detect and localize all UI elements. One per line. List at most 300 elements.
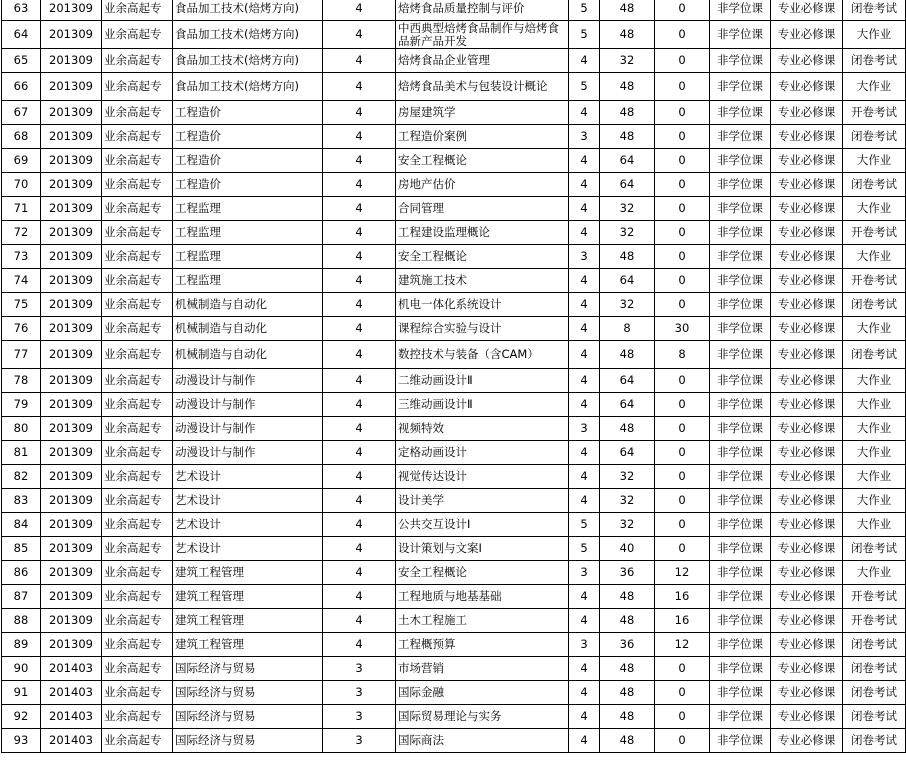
cell-course-name: 建筑施工技术	[396, 269, 569, 293]
cell-exam-method: 闭卷考试	[843, 537, 906, 561]
cell-exam-method: 闭卷考试	[843, 341, 906, 369]
cell-major: 艺术设计	[173, 513, 323, 537]
cell-experiment-hours: 16	[655, 609, 710, 633]
cell-course-type: 专业必修课	[771, 245, 843, 269]
cell-credit: 5	[569, 73, 600, 101]
cell-course-name: 焙烤食品质量控制与评价	[396, 0, 569, 21]
cell-credit: 4	[569, 341, 600, 369]
cell-hours: 48	[600, 417, 655, 441]
cell-course-type: 专业必修课	[771, 393, 843, 417]
table-row	[2, 125, 906, 149]
cell-major: 建筑工程管理	[173, 561, 323, 585]
cell-level: 业余高起专	[102, 417, 173, 441]
cell-years: 4	[323, 585, 396, 609]
cell-exam-method: 闭卷考试	[843, 681, 906, 705]
table-row	[2, 417, 906, 441]
cell-exam-method: 开卷考试	[843, 221, 906, 245]
cell-years: 4	[323, 341, 396, 369]
cell-exam-method: 大作业	[843, 513, 906, 537]
cell-course-type: 专业必修课	[771, 101, 843, 125]
cell-level: 业余高起专	[102, 489, 173, 513]
cell-term: 201403	[41, 705, 102, 729]
cell-years: 3	[323, 705, 396, 729]
cell-level: 业余高起专	[102, 561, 173, 585]
cell-hours: 48	[600, 245, 655, 269]
cell-credit: 4	[569, 441, 600, 465]
cell-term: 201309	[41, 173, 102, 197]
cell-term: 201309	[41, 21, 102, 49]
cell-course-name: 土木工程施工	[396, 609, 569, 633]
cell-course-name: 中西典型焙烤食品制作与焙烤食品新产品开发	[396, 21, 569, 49]
cell-hours: 64	[600, 369, 655, 393]
cell-years: 4	[323, 633, 396, 657]
cell-course-type: 专业必修课	[771, 585, 843, 609]
cell-course-name: 三维动画设计Ⅱ	[396, 393, 569, 417]
cell-experiment-hours: 0	[655, 441, 710, 465]
cell-seq-no: 72	[2, 221, 41, 245]
cell-hours: 48	[600, 125, 655, 149]
cell-level: 业余高起专	[102, 21, 173, 49]
table-row	[2, 705, 906, 729]
cell-course-name: 国际商法	[396, 729, 569, 753]
cell-course-type: 专业必修课	[771, 657, 843, 681]
cell-exam-method: 大作业	[843, 393, 906, 417]
cell-years: 3	[323, 681, 396, 705]
cell-course-name: 机电一体化系统设计	[396, 293, 569, 317]
cell-level: 业余高起专	[102, 317, 173, 341]
cell-course-type: 专业必修课	[771, 197, 843, 221]
cell-course-name: 国际金融	[396, 681, 569, 705]
table-row	[2, 73, 906, 101]
cell-experiment-hours: 8	[655, 341, 710, 369]
cell-exam-method: 大作业	[843, 489, 906, 513]
cell-course-type: 专业必修课	[771, 465, 843, 489]
cell-experiment-hours: 0	[655, 417, 710, 441]
cell-seq-no: 86	[2, 561, 41, 585]
cell-course-name: 视觉传达设计	[396, 465, 569, 489]
cell-level: 业余高起专	[102, 197, 173, 221]
cell-degree-course: 非学位课	[710, 269, 771, 293]
cell-major: 工程监理	[173, 197, 323, 221]
table-row	[2, 149, 906, 173]
cell-course-type: 专业必修课	[771, 125, 843, 149]
cell-credit: 4	[569, 729, 600, 753]
cell-degree-course: 非学位课	[710, 537, 771, 561]
cell-experiment-hours: 0	[655, 513, 710, 537]
cell-level: 业余高起专	[102, 705, 173, 729]
cell-years: 4	[323, 293, 396, 317]
cell-course-type: 专业必修课	[771, 705, 843, 729]
cell-experiment-hours: 30	[655, 317, 710, 341]
cell-degree-course: 非学位课	[710, 125, 771, 149]
cell-exam-method: 闭卷考试	[843, 633, 906, 657]
cell-credit: 3	[569, 125, 600, 149]
table-row	[2, 269, 906, 293]
cell-degree-course: 非学位课	[710, 101, 771, 125]
cell-credit: 5	[569, 537, 600, 561]
cell-major: 机械制造与自动化	[173, 317, 323, 341]
table-row	[2, 513, 906, 537]
cell-course-name: 工程概预算	[396, 633, 569, 657]
cell-credit: 3	[569, 561, 600, 585]
cell-course-name: 工程建设监理概论	[396, 221, 569, 245]
cell-term: 201403	[41, 729, 102, 753]
cell-major: 工程监理	[173, 221, 323, 245]
cell-hours: 48	[600, 657, 655, 681]
cell-hours: 32	[600, 293, 655, 317]
cell-years: 4	[323, 465, 396, 489]
cell-degree-course: 非学位课	[710, 729, 771, 753]
table-row	[2, 633, 906, 657]
cell-credit: 4	[569, 393, 600, 417]
cell-term: 201309	[41, 513, 102, 537]
cell-course-name: 工程地质与地基基础	[396, 585, 569, 609]
table-row	[2, 441, 906, 465]
cell-degree-course: 非学位课	[710, 417, 771, 441]
cell-course-name: 公共交互设计Ⅰ	[396, 513, 569, 537]
cell-seq-no: 87	[2, 585, 41, 609]
cell-seq-no: 89	[2, 633, 41, 657]
cell-term: 201309	[41, 537, 102, 561]
cell-exam-method: 大作业	[843, 441, 906, 465]
cell-course-type: 专业必修课	[771, 537, 843, 561]
cell-course-type: 专业必修课	[771, 293, 843, 317]
table-row	[2, 197, 906, 221]
cell-degree-course: 非学位课	[710, 0, 771, 21]
table-row	[2, 341, 906, 369]
cell-degree-course: 非学位课	[710, 73, 771, 101]
cell-term: 201309	[41, 293, 102, 317]
cell-credit: 4	[569, 465, 600, 489]
cell-level: 业余高起专	[102, 49, 173, 73]
cell-years: 4	[323, 417, 396, 441]
cell-experiment-hours: 0	[655, 21, 710, 49]
cell-experiment-hours: 12	[655, 633, 710, 657]
cell-degree-course: 非学位课	[710, 341, 771, 369]
cell-course-name: 数控技术与装备（含CAM）	[396, 341, 569, 369]
cell-term: 201309	[41, 73, 102, 101]
cell-term: 201309	[41, 149, 102, 173]
cell-years: 4	[323, 537, 396, 561]
cell-term: 201309	[41, 393, 102, 417]
cell-level: 业余高起专	[102, 585, 173, 609]
cell-course-type: 专业必修课	[771, 149, 843, 173]
cell-years: 4	[323, 73, 396, 101]
cell-course-name: 安全工程概论	[396, 561, 569, 585]
cell-hours: 64	[600, 269, 655, 293]
cell-seq-no: 81	[2, 441, 41, 465]
cell-experiment-hours: 0	[655, 73, 710, 101]
cell-term: 201309	[41, 561, 102, 585]
cell-course-name: 安全工程概论	[396, 245, 569, 269]
cell-exam-method: 大作业	[843, 417, 906, 441]
cell-credit: 4	[569, 221, 600, 245]
cell-exam-method: 开卷考试	[843, 585, 906, 609]
cell-level: 业余高起专	[102, 465, 173, 489]
cell-credit: 4	[569, 197, 600, 221]
cell-course-name: 合同管理	[396, 197, 569, 221]
cell-seq-no: 79	[2, 393, 41, 417]
cell-course-name: 视频特效	[396, 417, 569, 441]
cell-course-name: 设计美学	[396, 489, 569, 513]
cell-degree-course: 非学位课	[710, 197, 771, 221]
cell-term: 201309	[41, 585, 102, 609]
cell-major: 动漫设计与制作	[173, 393, 323, 417]
cell-term: 201309	[41, 441, 102, 465]
cell-experiment-hours: 0	[655, 681, 710, 705]
cell-course-type: 专业必修课	[771, 73, 843, 101]
cell-level: 业余高起专	[102, 681, 173, 705]
cell-hours: 32	[600, 221, 655, 245]
cell-seq-no: 80	[2, 417, 41, 441]
cell-major: 建筑工程管理	[173, 633, 323, 657]
cell-credit: 4	[569, 369, 600, 393]
cell-term: 201309	[41, 221, 102, 245]
cell-level: 业余高起专	[102, 221, 173, 245]
cell-term: 201309	[41, 633, 102, 657]
table-row	[2, 293, 906, 317]
cell-term: 201309	[41, 269, 102, 293]
cell-term: 201309	[41, 0, 102, 21]
cell-exam-method: 开卷考试	[843, 609, 906, 633]
table-row	[2, 537, 906, 561]
cell-exam-method: 闭卷考试	[843, 729, 906, 753]
cell-course-name: 市场营销	[396, 657, 569, 681]
cell-experiment-hours: 0	[655, 705, 710, 729]
cell-course-name: 焙烤食品企业管理	[396, 49, 569, 73]
cell-years: 4	[323, 561, 396, 585]
table-row	[2, 681, 906, 705]
table-row	[2, 101, 906, 125]
cell-degree-course: 非学位课	[710, 369, 771, 393]
cell-major: 食品加工技术(焙烤方向)	[173, 0, 323, 21]
cell-course-name: 焙烤食品美术与包装设计概论	[396, 73, 569, 101]
cell-level: 业余高起专	[102, 0, 173, 21]
cell-exam-method: 开卷考试	[843, 269, 906, 293]
table-body	[2, 0, 906, 753]
cell-major: 国际经济与贸易	[173, 657, 323, 681]
cell-term: 201403	[41, 657, 102, 681]
cell-credit: 4	[569, 173, 600, 197]
cell-course-name: 二维动画设计Ⅱ	[396, 369, 569, 393]
cell-term: 201309	[41, 489, 102, 513]
cell-seq-no: 67	[2, 101, 41, 125]
cell-hours: 48	[600, 609, 655, 633]
cell-seq-no: 71	[2, 197, 41, 221]
cell-degree-course: 非学位课	[710, 657, 771, 681]
cell-exam-method: 开卷考试	[843, 101, 906, 125]
cell-years: 4	[323, 489, 396, 513]
cell-experiment-hours: 0	[655, 465, 710, 489]
cell-course-name: 安全工程概论	[396, 149, 569, 173]
cell-years: 4	[323, 101, 396, 125]
cell-degree-course: 非学位课	[710, 441, 771, 465]
cell-seq-no: 84	[2, 513, 41, 537]
cell-level: 业余高起专	[102, 341, 173, 369]
cell-level: 业余高起专	[102, 101, 173, 125]
table-row	[2, 49, 906, 73]
cell-major: 艺术设计	[173, 537, 323, 561]
cell-seq-no: 93	[2, 729, 41, 753]
cell-course-type: 专业必修课	[771, 417, 843, 441]
cell-seq-no: 82	[2, 465, 41, 489]
cell-course-type: 专业必修课	[771, 369, 843, 393]
cell-exam-method: 大作业	[843, 317, 906, 341]
cell-level: 业余高起专	[102, 293, 173, 317]
cell-exam-method: 大作业	[843, 149, 906, 173]
cell-credit: 4	[569, 681, 600, 705]
cell-level: 业余高起专	[102, 657, 173, 681]
cell-credit: 4	[569, 705, 600, 729]
cell-level: 业余高起专	[102, 173, 173, 197]
table-row	[2, 609, 906, 633]
table-row	[2, 465, 906, 489]
cell-major: 工程造价	[173, 149, 323, 173]
table-row	[2, 173, 906, 197]
cell-hours: 64	[600, 393, 655, 417]
cell-course-name: 定格动画设计	[396, 441, 569, 465]
cell-exam-method: 闭卷考试	[843, 125, 906, 149]
cell-experiment-hours: 0	[655, 173, 710, 197]
cell-experiment-hours: 12	[655, 561, 710, 585]
cell-years: 4	[323, 149, 396, 173]
cell-experiment-hours: 16	[655, 585, 710, 609]
cell-hours: 48	[600, 585, 655, 609]
table-row	[2, 369, 906, 393]
cell-term: 201309	[41, 197, 102, 221]
cell-experiment-hours: 0	[655, 537, 710, 561]
cell-major: 工程造价	[173, 125, 323, 149]
cell-level: 业余高起专	[102, 125, 173, 149]
cell-seq-no: 74	[2, 269, 41, 293]
cell-experiment-hours: 0	[655, 0, 710, 21]
table-row	[2, 657, 906, 681]
cell-exam-method: 闭卷考试	[843, 0, 906, 21]
cell-course-type: 专业必修课	[771, 317, 843, 341]
table-row	[2, 221, 906, 245]
cell-credit: 4	[569, 585, 600, 609]
cell-level: 业余高起专	[102, 245, 173, 269]
cell-major: 工程造价	[173, 173, 323, 197]
cell-seq-no: 85	[2, 537, 41, 561]
cell-course-name: 房地产估价	[396, 173, 569, 197]
cell-hours: 48	[600, 681, 655, 705]
cell-term: 201309	[41, 465, 102, 489]
cell-major: 工程监理	[173, 269, 323, 293]
cell-credit: 4	[569, 269, 600, 293]
cell-seq-no: 70	[2, 173, 41, 197]
cell-years: 4	[323, 317, 396, 341]
cell-major: 食品加工技术(焙烤方向)	[173, 49, 323, 73]
cell-course-type: 专业必修课	[771, 561, 843, 585]
cell-hours: 48	[600, 101, 655, 125]
cell-course-type: 专业必修课	[771, 681, 843, 705]
cell-exam-method: 大作业	[843, 73, 906, 101]
cell-term: 201309	[41, 609, 102, 633]
table-row	[2, 317, 906, 341]
cell-years: 4	[323, 393, 396, 417]
cell-course-type: 专业必修课	[771, 49, 843, 73]
cell-course-type: 专业必修课	[771, 173, 843, 197]
cell-seq-no: 64	[2, 21, 41, 49]
cell-years: 4	[323, 221, 396, 245]
cell-exam-method: 闭卷考试	[843, 657, 906, 681]
cell-major: 国际经济与贸易	[173, 705, 323, 729]
cell-experiment-hours: 0	[655, 489, 710, 513]
cell-major: 动漫设计与制作	[173, 369, 323, 393]
cell-seq-no: 76	[2, 317, 41, 341]
cell-level: 业余高起专	[102, 537, 173, 561]
cell-hours: 48	[600, 73, 655, 101]
cell-hours: 36	[600, 561, 655, 585]
cell-degree-course: 非学位课	[710, 561, 771, 585]
cell-exam-method: 大作业	[843, 197, 906, 221]
cell-credit: 4	[569, 49, 600, 73]
cell-hours: 48	[600, 0, 655, 21]
cell-experiment-hours: 0	[655, 245, 710, 269]
cell-major: 建筑工程管理	[173, 609, 323, 633]
cell-seq-no: 83	[2, 489, 41, 513]
cell-major: 国际经济与贸易	[173, 681, 323, 705]
cell-course-name: 国际贸易理论与实务	[396, 705, 569, 729]
cell-term: 201309	[41, 125, 102, 149]
cell-seq-no: 78	[2, 369, 41, 393]
cell-degree-course: 非学位课	[710, 489, 771, 513]
cell-hours: 32	[600, 197, 655, 221]
cell-level: 业余高起专	[102, 513, 173, 537]
cell-hours: 48	[600, 21, 655, 49]
table-row	[2, 0, 906, 21]
cell-exam-method: 闭卷考试	[843, 49, 906, 73]
cell-experiment-hours: 0	[655, 369, 710, 393]
cell-seq-no: 66	[2, 73, 41, 101]
cell-exam-method: 闭卷考试	[843, 705, 906, 729]
cell-degree-course: 非学位课	[710, 633, 771, 657]
cell-years: 3	[323, 729, 396, 753]
cell-major: 机械制造与自动化	[173, 341, 323, 369]
cell-credit: 5	[569, 21, 600, 49]
cell-degree-course: 非学位课	[710, 609, 771, 633]
cell-term: 201309	[41, 317, 102, 341]
cell-years: 4	[323, 21, 396, 49]
cell-credit: 4	[569, 657, 600, 681]
cell-seq-no: 91	[2, 681, 41, 705]
cell-credit: 4	[569, 489, 600, 513]
cell-experiment-hours: 0	[655, 149, 710, 173]
cell-credit: 5	[569, 513, 600, 537]
cell-seq-no: 63	[2, 0, 41, 21]
cell-course-type: 专业必修课	[771, 269, 843, 293]
table-row	[2, 393, 906, 417]
table-row	[2, 729, 906, 753]
cell-seq-no: 88	[2, 609, 41, 633]
cell-degree-course: 非学位课	[710, 245, 771, 269]
cell-credit: 5	[569, 0, 600, 21]
cell-seq-no: 69	[2, 149, 41, 173]
cell-term: 201309	[41, 101, 102, 125]
cell-degree-course: 非学位课	[710, 21, 771, 49]
cell-hours: 64	[600, 441, 655, 465]
cell-term: 201309	[41, 49, 102, 73]
cell-major: 建筑工程管理	[173, 585, 323, 609]
cell-seq-no: 65	[2, 49, 41, 73]
table-row	[2, 585, 906, 609]
cell-level: 业余高起专	[102, 729, 173, 753]
cell-seq-no: 92	[2, 705, 41, 729]
cell-hours: 48	[600, 729, 655, 753]
cell-major: 国际经济与贸易	[173, 729, 323, 753]
cell-hours: 32	[600, 513, 655, 537]
